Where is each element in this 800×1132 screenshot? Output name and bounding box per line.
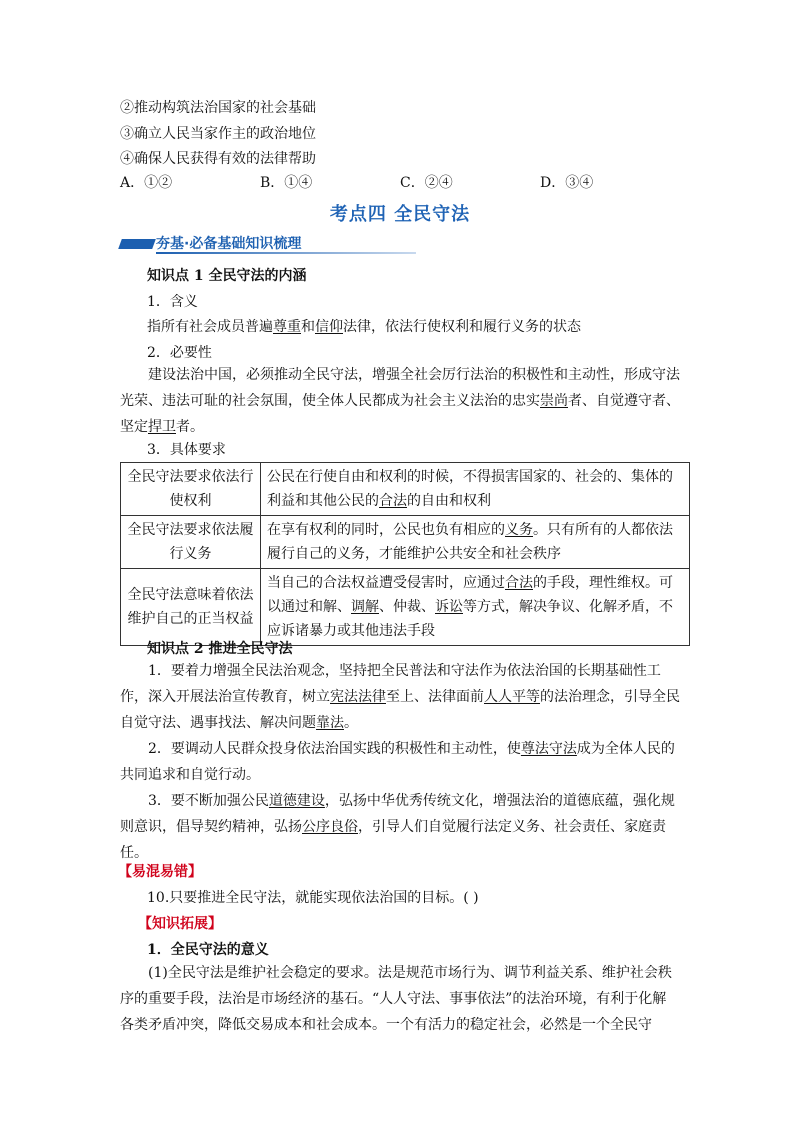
mistake-question: 10.只要推进全民守法，就能实现依法治国的目标。( ) (147, 890, 479, 906)
ext-heading: 1．全民守法的意义 (147, 942, 269, 958)
section-banner (120, 233, 410, 253)
kp1-p1: 指所有社会成员普遍尊重和信仰法律，依法行使权利和履行义务的状态 (147, 319, 581, 335)
option-b: B．①④ (260, 175, 313, 191)
table-body-cell: 当自己的合法权益遭受侵害时，应通过合法的手段，理性维权。可以通过和解、调解、仲裁、诉讼等方式，解决争议、化解矛盾，不应诉诸暴力或其他违法手段 (261, 569, 690, 646)
kp2-p1: 1．要着力增强全民法治观念，坚持把全民普法和守法作为依法治国的长期基础性工作，深入开展法治宣传教育，树立宪法法律至上、法律面前人人平等的法治理念，引导全民自觉守法、遇事找法、解决问题靠法。 (120, 663, 680, 731)
table-row (121, 516, 690, 569)
kp1-title: 知识点 1 全民守法的内涵 (147, 268, 307, 284)
kp1-h2: 2．必要性 (147, 345, 212, 361)
option-a: A．①② (120, 175, 173, 191)
kp1-p2: 建设法治中国，必须推动全民守法，增强全社会厉行法治的积极性和主动性，形成守法光荣、违法可耻的社会氛围，使全体人民都成为社会主义法治的忠实崇尚者、自觉遵守者、坚定捍卫者。 (120, 367, 680, 435)
banner-text: 夯基·必备基础知识梳理 (156, 236, 302, 252)
requirements-table (120, 462, 690, 646)
ext-paragraph: (1)全民守法是维护社会稳定的要求。法是规范市场行为、调节利益关系、维护社会秩序的重要手段，法治是市场经济的基石。“人人守法、事事依法”的法治环境，有利于化解各类矛盾冲突，降低交易成本和社会成本。一个有活力的稳定社会，必然是一个全民守 (120, 965, 672, 1033)
banner-bar-icon (118, 239, 156, 249)
kp2-p3: 3．要不断加强公民道德建设，弘扬中华优秀传统文化，增强法治的道德底蕴，强化规则意识，倡导契约精神，弘扬公序良俗，引导人们自觉履行法定义务、社会责任、家庭责任。 (120, 793, 675, 861)
kp2-title: 知识点 2 推进全民守法 (147, 641, 293, 657)
table-head-cell: 全民守法意味着依法维护自己的正当权益 (121, 569, 261, 646)
option-c: C．②④ (400, 175, 453, 191)
table-row (121, 569, 690, 646)
kp1-h3: 3．具体要求 (147, 442, 226, 458)
mistake-label: 【易混易错】 (118, 864, 202, 880)
banner-rule (156, 252, 416, 254)
kp2-p2: 2．要调动人民群众投身依法治国实践的积极性和主动性，使尊法守法成为全体人民的共同追求和自觉行动。 (120, 741, 675, 783)
ext-label: 【知识拓展】 (138, 916, 222, 932)
table-body-cell: 公民在行使自由和权利的时候，不得损害国家的、社会的、集体的利益和其他公民的合法的自由和权利 (261, 463, 690, 516)
prev-item-3: ③确立人民当家作主的政治地位 (120, 126, 316, 142)
kp1-h1: 1．含义 (147, 294, 198, 310)
table-row (121, 463, 690, 516)
table-body-cell: 在享有权利的同时，公民也负有相应的义务。只有所有的人都依法履行自己的义务，才能维护公共安全和社会秩序 (261, 516, 690, 569)
table-head-cell: 全民守法要求依法行使权利 (121, 463, 261, 516)
option-d: D．③④ (540, 175, 594, 191)
prev-item-4: ④确保人民获得有效的法律帮助 (120, 151, 316, 167)
table-head-cell: 全民守法要求依法履行义务 (121, 516, 261, 569)
prev-item-2: ②推动构筑法治国家的社会基础 (120, 100, 316, 116)
section-title: 考点四 全民守法 (329, 204, 471, 225)
